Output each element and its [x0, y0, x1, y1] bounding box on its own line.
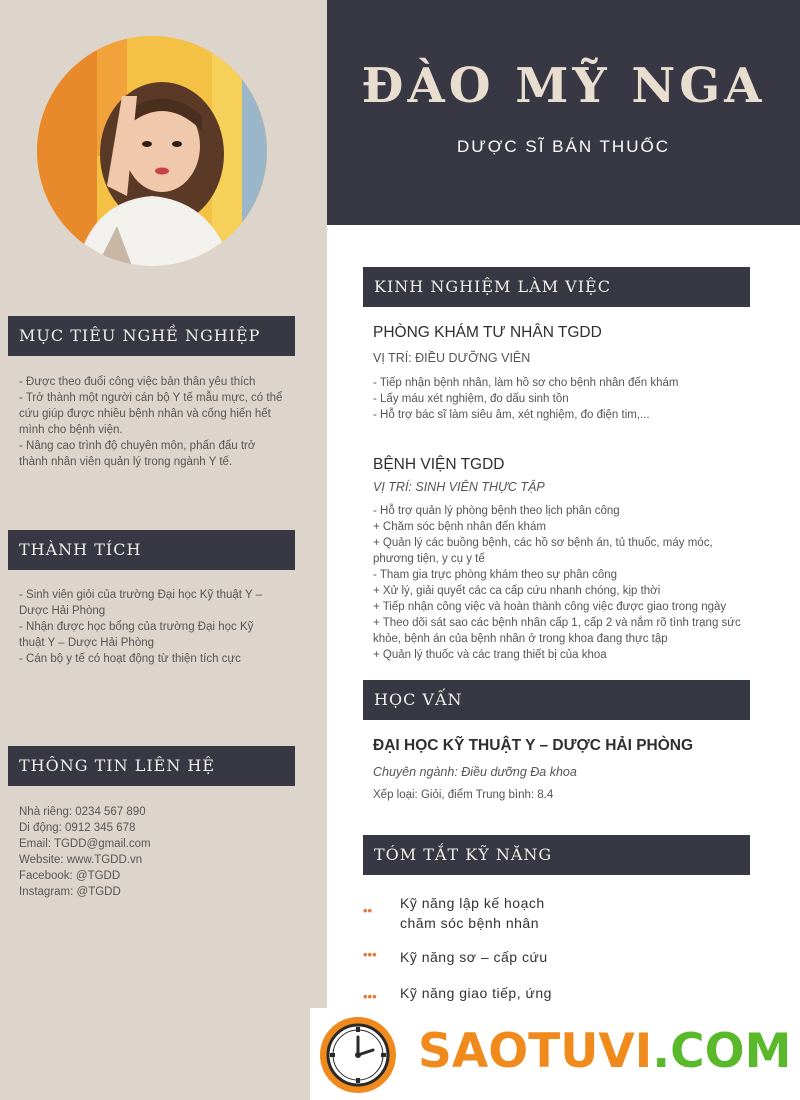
contact-line: Instagram: @TGDD: [19, 886, 121, 898]
contact-line: Di động: 0912 345 678: [19, 822, 136, 834]
duty-line: + Chăm sóc bệnh nhân đến khám: [373, 521, 546, 533]
contact-line: Nhà riêng: 0234 567 890: [19, 806, 146, 818]
duty-line: - Hỗ trợ quản lý phòng bệnh theo lịch phân công: [373, 505, 620, 517]
achievement-line: Dược Hải Phòng: [19, 605, 106, 617]
job-role: VỊ TRÍ: SINH VIÊN THỰC TẬP: [373, 480, 545, 494]
objective-line: - Được theo đuổi công việc bản thân yêu thích: [19, 376, 256, 388]
contact-line: Facebook: @TGDD: [19, 870, 121, 882]
job-duties: [373, 503, 741, 663]
objective-text: [19, 374, 282, 470]
contact-text: [19, 804, 151, 900]
duty-line: khỏe, bệnh án của bệnh nhân ở trong khoa đang thực tập: [373, 633, 668, 645]
duty-line: + Theo dõi sát sao các bệnh nhân cấp 1, cấp 2 và nắm rõ tình trạng sức: [373, 617, 741, 629]
clock-logo-icon: [318, 1015, 398, 1095]
achievement-line: - Nhận được học bổng của trường Đại học Kỹ: [19, 621, 254, 633]
achievement-line: - Cán bộ y tế có hoạt động từ thiện tích cực: [19, 653, 241, 665]
skills-heading: TÓM TẮT KỸ NĂNG: [363, 835, 750, 875]
duty-line: phương tiện, y cụ y tế: [373, 553, 485, 565]
skill-rating: •••: [363, 947, 377, 962]
skill-label: [400, 893, 545, 933]
education-heading: HỌC VẤN: [363, 680, 750, 720]
duty-line: + Xử lý, giải quyết các ca cấp cứu nhanh chóng, kịp thời: [373, 585, 661, 597]
objective-line: - Trở thành một người cán bộ Y tế mẫu mực, có thể: [19, 392, 283, 404]
contact-line: Website: www.TGDD.vn: [19, 854, 143, 866]
candidate-name: ĐÀO MỸ NGA: [361, 58, 766, 114]
achievements-text: [19, 587, 262, 667]
objective-line: cứu giúp được nhiều bệnh nhân và cống hiến hết: [19, 408, 271, 420]
duty-line: + Quản lý thuốc và các trang thiết bị của khoa: [373, 649, 607, 661]
job-org: PHÒNG KHÁM TƯ NHÂN TGDD: [373, 324, 602, 341]
achievement-line: - Sinh viên giỏi của trường Đại học Kỹ thuật Y –: [19, 589, 263, 601]
watermark-part1: SAOTUVI: [418, 1024, 653, 1079]
education-school: ĐẠI HỌC KỸ THUẬT Y – DƯỢC HẢI PHÒNG: [373, 737, 694, 754]
job-org: BỆNH VIỆN TGDD: [373, 456, 505, 473]
objective-line: - Nâng cao trình độ chuyên môn, phấn đấu trở: [19, 440, 256, 452]
avatar: [37, 36, 267, 266]
duty-line: + Quản lý các buồng bệnh, các hồ sơ bệnh án, tủ thuốc, máy móc,: [373, 537, 713, 549]
skill-rating: ••: [363, 903, 373, 918]
skill-line: Kỹ năng sơ – cấp cứu: [400, 949, 548, 965]
avatar-photo: [37, 36, 267, 266]
skill-line: Kỹ năng giao tiếp, ứng: [400, 985, 552, 1001]
objective-line: mình cho bệnh viện.: [19, 424, 123, 436]
contact-line: Email: TGDD@gmail.com: [19, 838, 151, 850]
job-duties: [373, 375, 678, 423]
education-major: Chuyên ngành: Điều dưỡng Đa khoa: [373, 765, 577, 779]
objective-line: thành nhân viên quản lý trong ngành Y tế.: [19, 456, 233, 468]
experience-heading: KINH NGHIỆM LÀM VIỆC: [363, 267, 750, 307]
objective-heading: MỤC TIÊU NGHỀ NGHIỆP: [8, 316, 295, 356]
skill-label: [400, 947, 548, 967]
duty-line: + Tiếp nhận công việc và hoàn thành công việc được giao trong ngày: [373, 601, 727, 613]
education-grade: Xếp loại: Giỏi, điểm Trung bình: 8.4: [373, 789, 554, 801]
achievement-line: thuật Y – Dược Hải Phòng: [19, 637, 155, 649]
job-role: VỊ TRÍ: ĐIỀU DƯỠNG VIÊN: [373, 351, 531, 365]
job-title: DƯỢC SĨ BÁN THUỐC: [457, 137, 670, 156]
watermark-logo: [418, 1024, 791, 1079]
skill-rating: •••: [363, 989, 377, 1004]
duty-line: - Lấy máu xét nghiệm, đo dấu sinh tồn: [373, 393, 569, 405]
watermark-part2: .COM: [652, 1024, 792, 1079]
skill-label: [400, 983, 552, 1003]
skill-line: chăm sóc bệnh nhân: [400, 915, 539, 931]
achievements-heading: THÀNH TÍCH: [8, 530, 295, 570]
duty-line: - Tham gia trực phòng khám theo sự phân công: [373, 569, 618, 581]
duty-line: - Hỗ trợ bác sĩ làm siêu âm, xét nghiệm, đo điện tim,...: [373, 409, 650, 421]
contact-heading: THÔNG TIN LIÊN HỆ: [8, 746, 295, 786]
duty-line: - Tiếp nhận bệnh nhân, làm hồ sơ cho bệnh nhân đến khám: [373, 377, 679, 389]
skill-line: Kỹ năng lập kế hoạch: [400, 895, 545, 911]
